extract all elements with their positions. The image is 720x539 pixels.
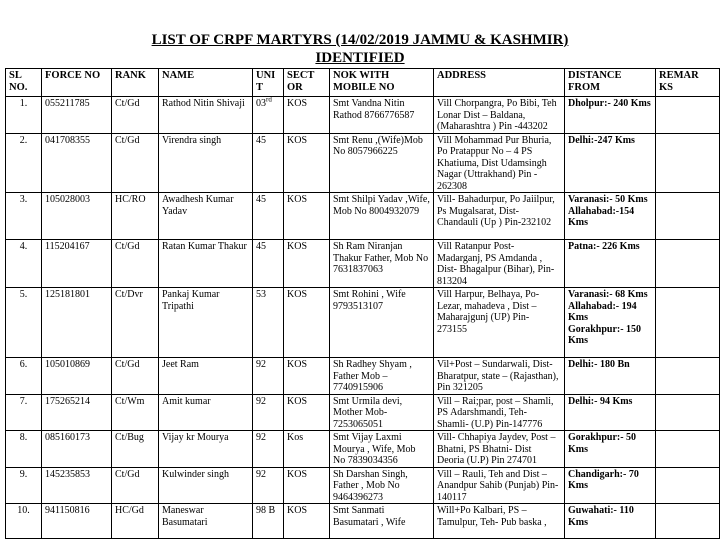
cell-nok: Smt Urmila devi, Mother Mob- 7253065051 [330,394,434,431]
cell-address: Vill- Bahadurpur, Po Jaiilpur, Ps Mugalsarat, Dist- Chandauli (Up ) Pin-232102 [434,193,565,240]
cell-address: Will+Po Kalbari, PS – Tamulpur, Teh- Pub baska , [434,504,565,539]
cell-rank: Ct/Dvr [112,288,159,358]
cell-distance [565,504,656,539]
cell-unit: 45 [253,240,284,288]
cell-distance [565,133,656,193]
cell-distance [565,288,656,358]
cell-force-no: 041708355 [42,133,112,193]
cell-remarks [656,504,720,539]
cell-distance [565,358,656,395]
cell-address: Vill – Rauli, Teh and Dist – Anandpur Sahib (Punjab) Pin- 140117 [434,467,565,504]
distance-entry: Chandigarh:- 70 Kms [568,468,639,491]
cell-name: Maneswar Basumatari [159,504,253,539]
document-title: LIST OF CRPF MARTYRS (14/02/2019 JAMMU & KASHMIR) [151,32,569,48]
cell-sl-no: 5. [6,288,42,358]
distance-entry: Allahabad:- 194 Kms [568,300,637,323]
table-header-row [6,69,720,97]
cell-sector: KOS [284,240,330,288]
cell-name: Amit kumar [159,394,253,431]
table-row [6,504,720,539]
cell-name: Rathod Nitin Shivaji [159,97,253,134]
cell-sl-no: 1. [6,97,42,134]
cell-distance [565,97,656,134]
cell-rank: Ct/Gd [112,97,159,134]
cell-nok: Smt Vandna Nitin Rathod 8766776587 [330,97,434,134]
cell-unit: 92 [253,467,284,504]
table-row [6,133,720,193]
header-nok: NOK WITH MOBILE NO [330,69,434,97]
header-remarks: REMAR KS [656,69,720,97]
table-row [6,467,720,504]
cell-remarks [656,431,720,468]
cell-nok: Smt Sanmati Basumatari , Wife [330,504,434,539]
table-row [6,97,720,134]
cell-remarks [656,358,720,395]
header-address: ADDRESS [434,69,565,97]
cell-remarks [656,394,720,431]
cell-remarks [656,193,720,240]
cell-force-no: 055211785 [42,97,112,134]
cell-name: Awadhesh Kumar Yadav [159,193,253,240]
header-sector: SECT OR [284,69,330,97]
cell-force-no: 085160173 [42,431,112,468]
cell-sector: KOS [284,193,330,240]
cell-remarks [656,240,720,288]
cell-address: Vill – Rai;par, post – Shamli, PS Adarshmandi, Teh- Shamli- (U.P) Pin-147776 [434,394,565,431]
distance-entry: Gorakhpur:- 150 Kms [568,323,642,346]
cell-remarks [656,133,720,193]
cell-nok: Smt Shilpi Yadav ,Wife, Mob No 8004932079 [330,193,434,240]
cell-sl-no: 7. [6,394,42,431]
cell-unit: 98 B [253,504,284,539]
cell-force-no: 105010869 [42,358,112,395]
header-rank: RANK [112,69,159,97]
header-unit: UNI T [253,69,284,97]
distance-entry: Varanasi:- 68 Kms [568,289,648,300]
cell-rank: Ct/Gd [112,467,159,504]
cell-address: Vill Harpur, Belhaya, Po- Lezar, mahadeva , Dist – Maharajgunj (UP) Pin- 273155 [434,288,565,358]
distance-entry: Allahabad:-154 Kms [568,205,635,228]
cell-force-no: 105028003 [42,193,112,240]
header-name: NAME [159,69,253,97]
distance-entry: Gorakhpur:- 50 Kms [568,432,637,455]
distance-entry: Delhi:- 180 Bn [568,359,630,370]
cell-sector: KOS [284,504,330,539]
cell-sector: KOS [284,358,330,395]
cell-force-no: 115204167 [42,240,112,288]
cell-sector: KOS [284,133,330,193]
document-subtitle: IDENTIFIED [315,50,405,66]
table-row [6,394,720,431]
table-row [6,431,720,468]
distance-entry: Delhi:-247 Kms [568,134,635,146]
cell-rank: HC/RO [112,193,159,240]
distance-entry: Guwahati:- 110 Kms [568,505,634,528]
header-distance: DISTANCE FROM [565,69,656,97]
cell-rank: Ct/Gd [112,133,159,193]
cell-nok: Smt Rohini , Wife 9793513107 [330,288,434,358]
cell-sector: KOS [284,394,330,431]
cell-distance [565,467,656,504]
martyrs-table [5,68,720,539]
cell-nok: Sh Ram Niranjan Thakur Father, Mob No 7631837063 [330,240,434,288]
cell-remarks [656,288,720,358]
table-row [6,240,720,288]
cell-address: Vill Chorpangra, Po Bibi, Teh Lonar Dist – Baldana, (Maharashtra ) Pin -443202 [434,97,565,134]
cell-name: Vijay kr Mourya [159,431,253,468]
cell-distance [565,431,656,468]
cell-sl-no: 3. [6,193,42,240]
cell-remarks [656,97,720,134]
cell-sl-no: 10. [6,504,42,539]
cell-sl-no: 9. [6,467,42,504]
cell-name: Ratan Kumar Thakur [159,240,253,288]
table-row [6,193,720,240]
cell-unit: 45 [253,193,284,240]
cell-sector: KOS [284,97,330,134]
distance-entry: Patna:- 226 Kms [568,241,640,252]
cell-address: Vill- Chhapiya Jaydev, Post – Bhatni, PS Bhatni- Dist Deoria (U.P) Pin 274701 [434,431,565,468]
cell-sector: KOS [284,467,330,504]
cell-distance [565,240,656,288]
cell-force-no: 145235853 [42,467,112,504]
cell-unit: 53 [253,288,284,358]
cell-unit: 03rd [253,97,284,134]
cell-rank: Ct/Wm [112,394,159,431]
cell-address: Vill Ratanpur Post- Madarganj, PS Amdanda , Dist- Bhagalpur (Bihar), Pin- 813204 [434,240,565,288]
distance-entry: Dholpur:- 240 Kms [568,98,651,109]
cell-unit: 92 [253,431,284,468]
cell-sl-no: 2. [6,133,42,193]
cell-sl-no: 4. [6,240,42,288]
distance-entry: Delhi:- 94 Kms [568,395,633,407]
table-row [6,358,720,395]
distance-entry: Varanasi:- 50 Kms [568,194,648,205]
cell-nok: Smt Vijay Laxmi Mourya , Wife, Mob No 7839034356 [330,431,434,468]
header-force-no: FORCE NO [42,69,112,97]
cell-address: Vill Mohammad Pur Bhuria, Po Pratappur No – 4 PS Khatiuma, Dist Udamsingh Nagar (Uttrakhand) Pin - 262308 [434,133,565,193]
cell-unit: 45 [253,133,284,193]
cell-sl-no: 6. [6,358,42,395]
cell-force-no: 125181801 [42,288,112,358]
cell-unit: 92 [253,394,284,431]
cell-nok: Sh Darshan Singh, Father , Mob No 9464396273 [330,467,434,504]
cell-nok: Smt Renu ,(Wife)Mob No 8057966225 [330,133,434,193]
cell-force-no: 941150816 [42,504,112,539]
cell-sl-no: 8. [6,431,42,468]
cell-distance [565,394,656,431]
cell-sector: KOS [284,288,330,358]
cell-sector: Kos [284,431,330,468]
cell-rank: HC/Gd [112,504,159,539]
cell-distance [565,193,656,240]
cell-name: Pankaj Kumar Tripathi [159,288,253,358]
table-row [6,288,720,358]
cell-rank: Ct/Gd [112,240,159,288]
cell-address: Vil+Post – Sundarwali, Dist- Bharatpur, state – (Rajasthan), Pin 321205 [434,358,565,395]
cell-name: Virendra singh [159,133,253,193]
cell-remarks [656,467,720,504]
cell-rank: Ct/Bug [112,431,159,468]
cell-rank: Ct/Gd [112,358,159,395]
header-sl-no: SL NO. [6,69,42,97]
cell-nok: Sh Radhey Shyam , Father Mob – 7740915906 [330,358,434,395]
cell-name: Jeet Ram [159,358,253,395]
cell-name: Kulwinder singh [159,467,253,504]
cell-force-no: 175265214 [42,394,112,431]
cell-unit: 92 [253,358,284,395]
